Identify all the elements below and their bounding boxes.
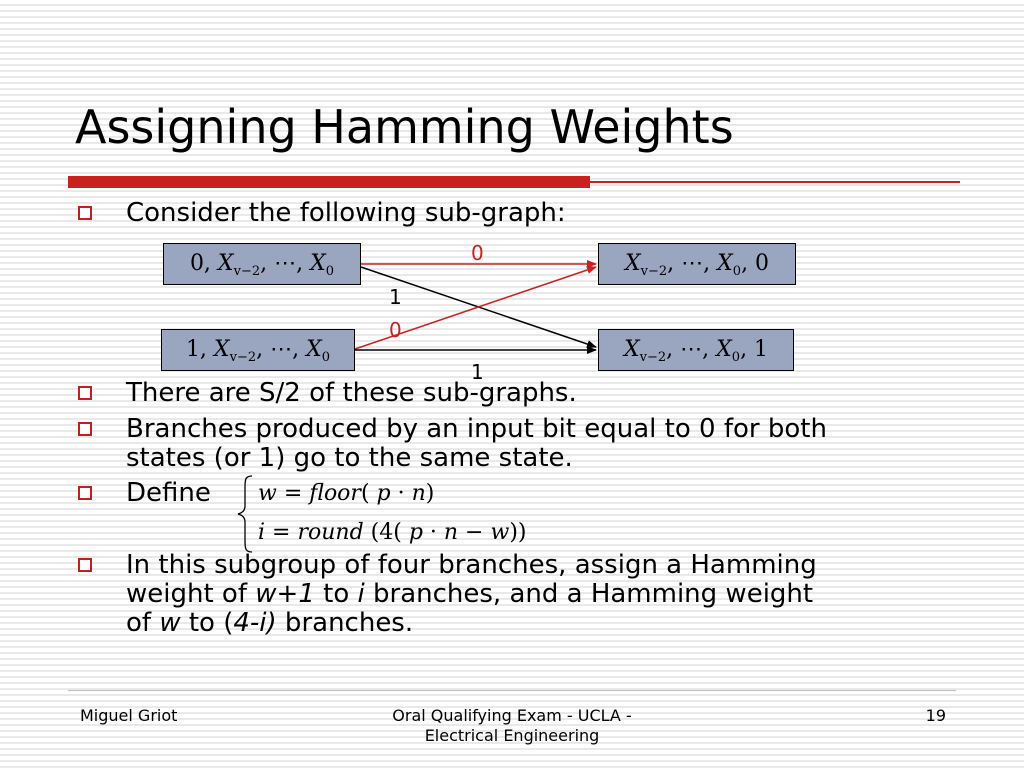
bullet-branches-line2: states (or 1) go to the same state. (126, 443, 573, 473)
edge-label-top: 0 (471, 241, 484, 265)
bullet-subgroup-line2: weight of w+1 to i branches, and a Hamming weight (126, 579, 814, 609)
bullet-square-icon (78, 422, 92, 436)
edge-label-cross-up: 0 (389, 318, 402, 342)
footer-center (362, 706, 662, 746)
state-top-left: 0, $X_{v-2}$, ⋯, $X_0$ (163, 243, 361, 285)
state-top-right: $X_{v-2}$, ⋯, $X_0$, 0 (598, 243, 796, 285)
state-bottom-right: $X_{v-2}$, ⋯, $X_0$, 1 (598, 329, 794, 371)
brace-icon (236, 474, 256, 554)
bullet-consider: Consider the following sub-graph: (126, 198, 566, 228)
bullet-square-icon (78, 486, 92, 500)
footer-center-line2: Electrical Engineering (424, 726, 600, 745)
bullet-subgroup-line1: In this subgroup of four branches, assign a Hamming (126, 550, 817, 580)
slide-title: Assigning Hamming Weights (75, 100, 734, 154)
bullet-branches-line1: Branches produced by an input bit equal to 0 for both (126, 414, 827, 444)
footer-center-line1: Oral Qualifying Exam - UCLA - (392, 706, 632, 725)
bullet-subgroup-line3: of w to (4-i) branches. (126, 608, 414, 638)
bullet-square-icon (78, 386, 92, 400)
bullet-define: Define (126, 478, 211, 508)
footer-page-number: 19 (925, 706, 946, 725)
footer-author: Miguel Griot (80, 706, 178, 725)
equation-w: w = floor( p · n) (258, 481, 435, 506)
footer-rule (68, 690, 956, 691)
bullet-subgraphs: There are S/2 of these sub-graphs. (126, 378, 577, 408)
edge-label-bottom: 1 (471, 360, 484, 384)
state-bottom-left: 1, $X_{v-2}$, ⋯, $X_0$ (161, 329, 355, 371)
edge-label-cross-down: 1 (389, 285, 402, 309)
bullet-square-icon (78, 558, 92, 572)
equation-i: i = round (4( p · n − w)) (258, 520, 527, 545)
